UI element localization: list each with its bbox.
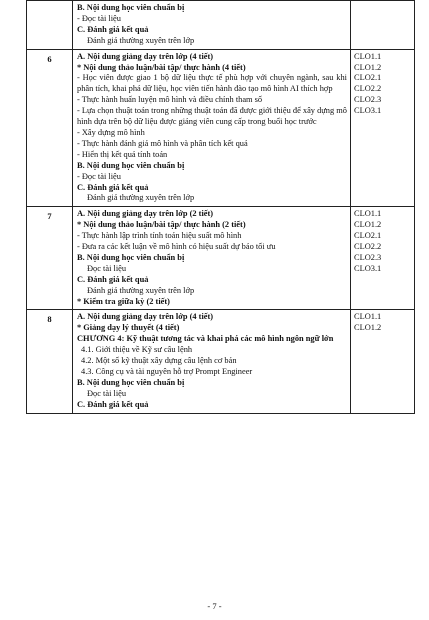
content-line: A. Nội dung giảng dạy trên lớp (4 tiết) <box>77 51 214 61</box>
content-line: - Xây dựng mô hình <box>77 127 145 137</box>
schedule-table <box>26 0 415 414</box>
content-line: - Đọc tài liệu <box>77 13 121 23</box>
content-cell <box>73 49 351 207</box>
content-line: * Nội dung thảo luận/bài tập/ thực hành (4 tiết) <box>77 62 246 72</box>
content-line: C. Đánh giá kết quả <box>77 182 149 192</box>
content-cell <box>73 207 351 310</box>
clo-code: CLO1.1 <box>354 209 382 219</box>
clo-code: CLO3.1 <box>354 106 382 116</box>
schedule-table-body <box>27 1 415 414</box>
page-number: - 7 - <box>207 601 222 611</box>
table-row <box>27 1 415 50</box>
content-line: - Đưa ra các kết luận về mô hình có hiệu suất dự báo tối ưu <box>77 242 276 252</box>
clo-code: CLO1.1 <box>354 312 382 322</box>
clo-code: CLO2.2 <box>354 242 382 252</box>
content-line: C. Đánh giá kết quả <box>77 274 149 284</box>
content-line: - Thực hành lập trình tính toán hiệu suất mô hình <box>77 231 242 241</box>
content-line: B. Nội dung học viên chuẩn bị <box>77 377 185 387</box>
content-line: A. Nội dung giảng dạy trên lớp (2 tiết) <box>77 209 214 219</box>
clo-code: CLO2.1 <box>354 73 382 83</box>
week-cell: 7 <box>27 207 73 310</box>
content-line: * Giảng dạy lý thuyết (4 tiết) <box>77 323 180 333</box>
content-line: - Học viên được giao 1 bộ dữ liệu thực tế phù hợp với chuyên ngành, sau khi phân tích, khai phá dữ liệu, học viên tiến hành đào tạo mô hình AI thích hợp <box>77 73 347 94</box>
week-cell: 6 <box>27 49 73 207</box>
content-line: Đánh giá thường xuyên trên lớp <box>87 285 195 295</box>
content-line: C. Đánh giá kết quả <box>77 24 149 34</box>
content-line: - Thực hành huấn luyện mô hình và điều chỉnh tham số <box>77 95 263 105</box>
clo-cell <box>351 49 415 207</box>
clo-code: CLO1.2 <box>354 323 382 333</box>
clo-code: CLO1.2 <box>354 62 382 72</box>
content-line: 4.2. Một số kỹ thuật xây dựng câu lệnh cơ bản <box>81 356 237 366</box>
content-line: - Đọc tài liệu <box>77 171 121 181</box>
table-row <box>27 207 415 310</box>
clo-code: CLO2.2 <box>354 84 382 94</box>
content-line: 4.3. Công cụ và tài nguyên hỗ trợ Prompt Engineer <box>81 367 253 376</box>
content-line: - Lựa chọn thuật toán trong những thuật toán đã được giới thiệu để xây dựng mô hình dựa trên bộ dữ liệu được giảng viên cung cấp trong buổi học trước <box>77 106 347 127</box>
table-row <box>27 49 415 207</box>
content-line: B. Nội dung học viên chuẩn bị <box>77 252 185 262</box>
content-line: - Hiển thị kết quả tính toán <box>77 149 168 159</box>
content-line: C. Đánh giá kết quả <box>77 399 149 409</box>
content-line: * Kiểm tra giữa kỳ (2 tiết) <box>77 296 170 306</box>
clo-code: CLO2.1 <box>354 231 382 241</box>
content-line: A. Nội dung giảng dạy trên lớp (4 tiết) <box>77 312 214 322</box>
content-line: - Thực hành đánh giá mô hình và phân tích kết quả <box>77 138 248 148</box>
content-line: Đánh giá thường xuyên trên lớp <box>87 35 195 45</box>
clo-code: CLO1.2 <box>354 220 382 230</box>
clo-cell <box>351 1 415 50</box>
table-row <box>27 310 415 413</box>
content-line: B. Nội dung học viên chuẩn bị <box>77 160 185 170</box>
clo-code: CLO3.1 <box>354 263 382 273</box>
clo-code: CLO2.3 <box>354 95 382 105</box>
week-cell: 8 <box>27 310 73 413</box>
clo-cell <box>351 310 415 413</box>
clo-code: CLO2.3 <box>354 252 382 262</box>
content-line: 4.1. Giới thiệu về Kỹ sư câu lệnh <box>81 345 193 355</box>
syllabus-page <box>26 0 398 414</box>
clo-code: CLO1.1 <box>354 51 382 61</box>
content-line: Đánh giá thường xuyên trên lớp <box>87 193 195 203</box>
week-cell <box>27 1 73 50</box>
content-line: * Nội dung thảo luận/bài tập/ thực hành (2 tiết) <box>77 220 246 230</box>
content-line: CHƯƠNG 4: Kỹ thuật tương tác và khai phá các mô hình ngôn ngữ lớn <box>77 334 334 344</box>
content-line: Đọc tài liệu <box>87 263 127 273</box>
content-line: Đọc tài liệu <box>87 388 127 398</box>
content-cell <box>73 310 351 413</box>
content-cell <box>73 1 351 50</box>
content-line: B. Nội dung học viên chuẩn bị <box>77 3 185 12</box>
clo-cell <box>351 207 415 310</box>
